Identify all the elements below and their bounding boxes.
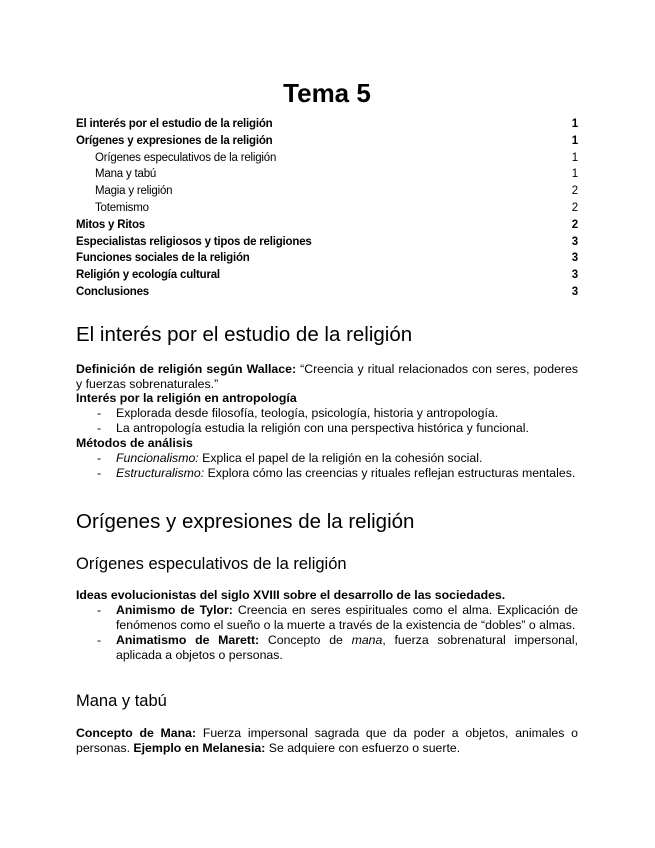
list-item: - La antropología estudia la religión con una perspectiva histórica y funcional. [76, 421, 578, 436]
methods-list [76, 451, 578, 481]
ideas-heading: Ideas evolucionistas del siglo XVIII sobre el desarrollo de las sociedades. [76, 588, 506, 602]
wallace-definition [76, 362, 578, 392]
list-item [76, 466, 578, 481]
mana-paragraph [76, 726, 578, 756]
method-text: Explora cómo las creencias y rituales reflejan estructuras mentales. [204, 466, 576, 480]
toc-entry-page: 1 [571, 151, 578, 164]
mana-term: mana [351, 633, 383, 647]
toc-entry-page: 2 [571, 218, 578, 231]
toc-entry-label: Funciones sociales de la religión [76, 252, 250, 265]
toc-entry-page: 3 [571, 252, 578, 265]
toc-entry[interactable] [76, 250, 578, 267]
theories-list [76, 603, 578, 663]
document-title: Tema 5 [283, 78, 371, 108]
list-item [76, 603, 578, 633]
list-item [76, 633, 578, 663]
toc-entry-label: Mana y tabú [95, 168, 157, 181]
toc-entry-label: Mitos y Ritos [76, 218, 145, 231]
theory-term: Animismo de Tylor: [116, 603, 233, 617]
toc-entry-page: 1 [571, 134, 578, 147]
toc-entry[interactable] [76, 200, 578, 217]
list-item [76, 451, 578, 466]
toc-entry-label: Orígenes y expresiones de la religión [76, 134, 273, 147]
method-term: Estructuralismo: [116, 466, 205, 480]
toc-entry[interactable] [76, 183, 578, 200]
section-heading-origenes: Orígenes y expresiones de la religión [76, 510, 415, 533]
toc-entry[interactable] [76, 217, 578, 234]
toc-entry-label: Religión y ecología cultural [76, 269, 220, 282]
toc-entry-label: Magia y religión [95, 185, 173, 198]
mana-label: Concepto de Mana: [76, 726, 197, 740]
toc-entry-label: Conclusiones [76, 285, 150, 298]
toc-entry-page: 2 [571, 201, 578, 214]
toc-entry-page: 3 [571, 285, 578, 298]
table-of-contents [76, 116, 578, 301]
method-text: Explica el papel de la religión en la cohesión social. [198, 451, 483, 465]
toc-entry-page: 2 [571, 185, 578, 198]
toc-entry-page: 3 [571, 269, 578, 282]
theory-text: Creencia en seres espirituales como el alma. Explicación de fenómenos como el sueño o la muerte a través de la existencia de “dobles” o almas. [116, 603, 579, 632]
theory-term: Animatismo de Marett: [116, 633, 260, 647]
interest-heading: Interés por la religión en antropología [76, 391, 297, 405]
toc-entry[interactable] [76, 133, 578, 150]
interest-list [76, 406, 578, 436]
methods-heading: Métodos de análisis [76, 436, 193, 450]
toc-entry-page: 1 [571, 168, 578, 181]
section-heading-interes: El interés por el estudio de la religión [76, 323, 413, 346]
example-text: Se adquiere con esfuerzo o suerte. [265, 741, 461, 755]
toc-entry[interactable] [76, 234, 578, 251]
subsection-heading-especulativos: Orígenes especulativos de la religión [76, 555, 347, 573]
toc-entry-label: Totemismo [95, 201, 149, 214]
example-label: Ejemplo en Melanesia: [133, 741, 266, 755]
toc-entry[interactable] [76, 284, 578, 301]
toc-entry[interactable] [76, 166, 578, 183]
toc-entry-label: Especialistas religiosos y tipos de religiones [76, 235, 312, 248]
toc-entry-page: 1 [571, 118, 578, 130]
toc-entry-page: 3 [571, 235, 578, 248]
definition-label: Definición de religión según Wallace: [76, 362, 297, 376]
definition-text: “Creencia y ritual relacionados con seres, poderes y fuerzas sobrenaturales.” [76, 362, 578, 391]
toc-entry[interactable] [76, 150, 578, 167]
mana-text: Fuerza impersonal sagrada que da poder a objetos, animales o personas. [76, 726, 578, 755]
toc-entry-label: Orígenes especulativos de la religión [95, 151, 277, 164]
theory-text: Concepto de [259, 633, 352, 647]
toc-entry[interactable] [76, 267, 578, 284]
toc-entry[interactable] [76, 116, 578, 133]
method-term: Funcionalismo: [116, 451, 199, 465]
subsection-heading-mana: Mana y tabú [76, 692, 167, 710]
list-item: - Explorada desde filosofía, teología, psicología, historia y antropología. [76, 406, 578, 421]
theory-text: , fuerza sobrenatural impersonal, aplicada a objetos o personas. [116, 633, 578, 662]
toc-entry-label: El interés por el estudio de la religión [76, 118, 273, 130]
